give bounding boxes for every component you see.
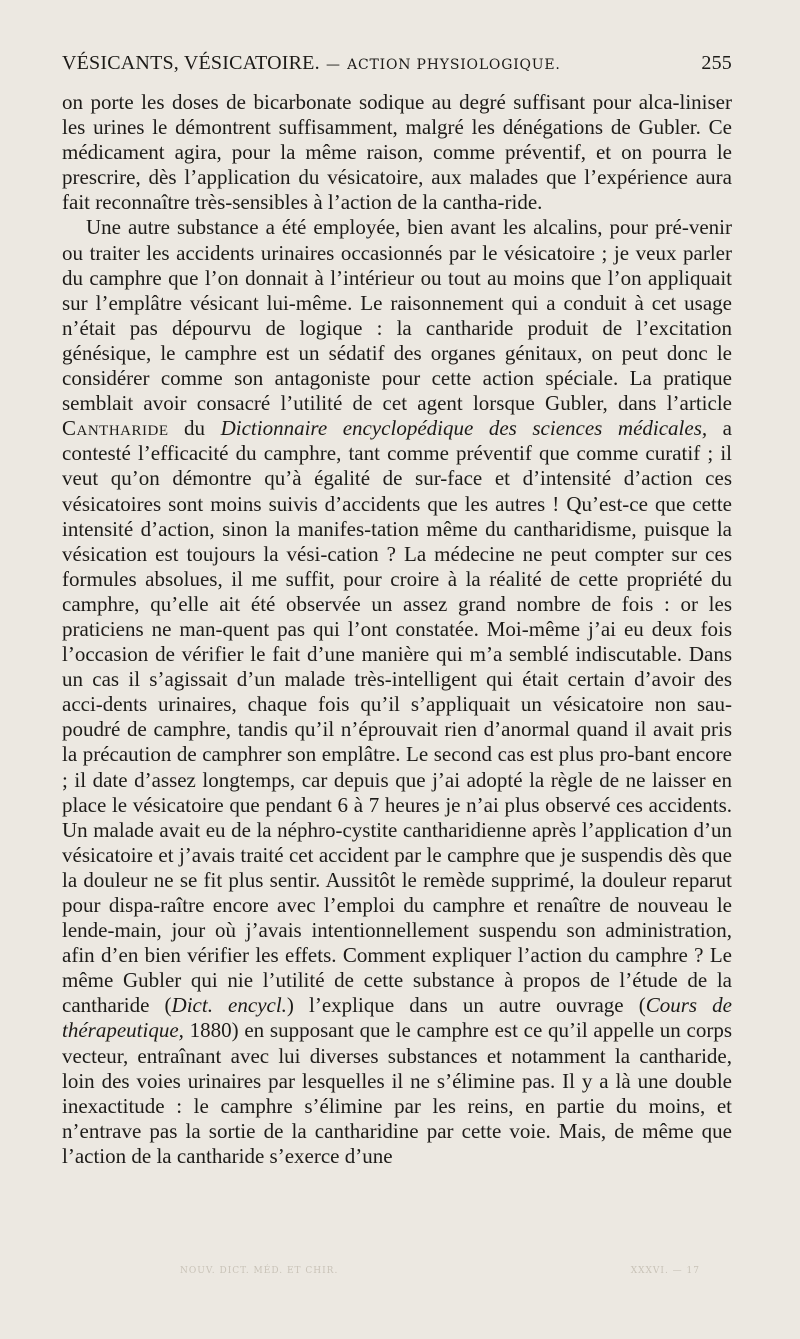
italic-title: Cours de thérapeutique, (62, 993, 732, 1043)
text-run: Une autre substance a été employée, bien avant les alcalins, pour pré-venir ou traiter les accidents urinaires occasionnés par le vésicatoire ; je veux parler du camphre que l’on donnait à l’intérieur ou tout au moins que l’on appliquait sur l’emplâtre vésicant lui-même. Le raisonnement qui a conduit à cet usage n’était pas dépourvu de logique : la cantharide produit de l’excitation génésique, le camphre est un sédatif des organes génitaux, on peut donc le considérer comme son antagoniste pour cette action spéciale. La pratique semblait avoir consacré l’utilité de cet agent lorsque Gubler, dans l’article (62, 215, 732, 416)
italic-title: Dict. encycl. (171, 993, 287, 1018)
page-number: 255 (701, 52, 732, 74)
header-subtitle: ACTION PHYSIOLOGIQUE. (347, 57, 561, 73)
running-title: VÉSICANTS, VÉSICATOIRE. (62, 52, 320, 74)
page-footer (180, 1266, 700, 1276)
body-text (62, 90, 732, 1169)
italic-title: Dictionnaire encyclopédique des sciences médicales, (220, 416, 708, 441)
text-run: a contesté l’efficacité du camphre, tant comme préventif que comme curatif ; il veut qu’on démontre qu’à égalité de sur-face et d’intensité d’action ces vésicatoires sont moins suivis d’accidents que les autres ! Qu’est-ce que cette intensité d’action, sinon la manifes-tation même du cantharidisme, puisque la vésication est toujours la vési-cation ? La médecine ne peut compter sur ces formules absolues, il me suffit, pour croire à la réalité de cette propriété du camphre, qu’elle ait été observée un assez grand nombre de fois : or les praticiens ne man-quent pas qui l’ont constatée. Moi-même j’ai eu deux fois l’occasion de vérifier le fait d’une manière qui m’a semblé indiscutable. Dans un cas il s’agissait d’un malade très-intelligent qui était certain d’avoir des acci-dents urinaires, chaque fois qu’il s’appliquait un vésicatoire non sau-poudré de camphre, tandis qu’il n’éprouvait rien d’anormal quand il avait pris la précaution de camphrer son emplâtre. Le second cas est plus pro-bant encore ; il date d’assez longtemps, car depuis que j’ai adopté la règle de ne laisser en place le vésicatoire que pendant 6 à 7 heures je n’ai plus observé ces accidents. Un malade avait eu de la néphro-cystite cantharidienne après l’application d’un vésicatoire et j’avais traité cet accident par le camphre que je suspendis dès que la douleur ne se fit plus sentir. Aussitôt le remède supprimé, la douleur reparut pour dispa-raître encore avec l’emploi du camphre et renaître de nouveau le lende-main, jour où j’avais intentionnellement suspendu son administration, afin d’en bien vérifier les effets. Comment expliquer l’action du camphre ? Le même Gubler qui nie l’utilité de cette substance à propos de l’étude de la cantharide ( (62, 416, 732, 1018)
header-dash: — (326, 57, 341, 73)
text-run: ) l’explique dans un autre ouvrage ( (286, 993, 646, 1018)
running-title-group (62, 52, 561, 75)
paragraph (62, 215, 732, 1169)
footer-signature-left: NOUV. DICT. MÉD. ET CHIR. (180, 1266, 339, 1276)
running-header (62, 52, 732, 75)
text-run: du (168, 416, 221, 441)
paragraph (62, 90, 732, 215)
small-caps-term: Cantharide (62, 416, 169, 441)
text-run: on porte les doses de bicarbonate sodique au degré suffisant pour alca-liniser les urines le démontrent suffisamment, malgré les dénégations de Gubler. Ce médicament agira, pour la même raison, comme préventif, et on pourra le prescrire, dès l’application du vésicatoire, aux malades que l’expérience aura fait reconnaître très-sensibles à l’action de la cantha-ride. (62, 90, 732, 215)
footer-signature-right: XXXVI. — 17 (630, 1266, 700, 1276)
text-run: 1880) en supposant que le camphre est ce qu’il appelle un corps vecteur, entraînant avec lui diverses substances et notamment la cantharide, loin des voies urinaires par lesquelles il ne s’élimine pas. Il y a là une double inexactitude : le camphre s’élimine par les reins, en partie du moins, et n’entrave pas la sortie de la cantharidine par cette voie. Mais, de même que l’action de la cantharide s’exerce d’une (62, 1018, 732, 1168)
